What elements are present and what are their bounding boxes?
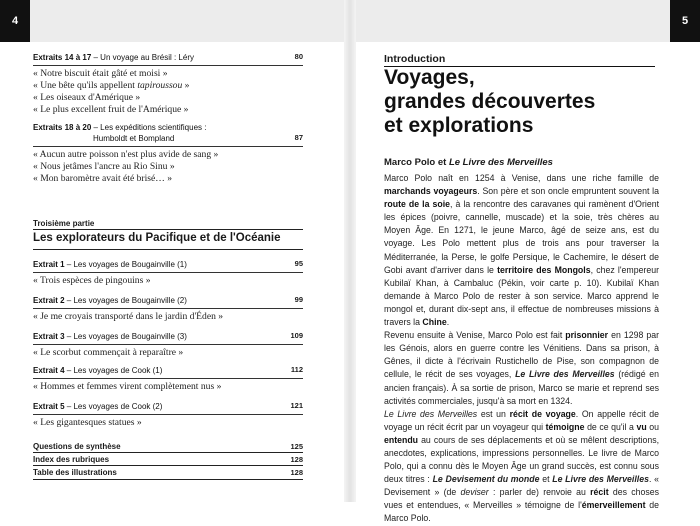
divider [33,229,303,230]
body-segment: vu [636,421,647,432]
toc-extract-3: Extrait 3 – Les voyages de Bougainville (3) 109 « Le scorbut commençait à reparaître » [33,331,303,358]
toc-title: Index des rubriques [33,455,110,464]
quote: « Le scorbut commençait à reparaître » [33,347,184,358]
body-segment: prisonnier [565,330,609,341]
body-segment: récit de voyage [509,408,576,419]
toc-page: 95 [294,259,303,268]
body-segment: au cours de ses déplacements et où se mêlent descriptions, anecdotes, explications, impressions personnelles. Le livre de Marco Polo, qui a connu dès le Moyen Âge un grand succès, est connu sous deux titres : [384,434,659,485]
body-segment: Marco Polo naît en 1254 à Venise, dans une riche famille de [384,173,659,183]
toc-label: Extrait 1 [33,260,65,269]
divider [33,308,303,309]
divider [33,249,303,250]
toc-page: 121 [290,401,303,410]
toc-page: 128 [290,455,303,464]
toc-label: Extrait 2 [33,296,65,305]
toc-entry-expeditions: Extraits 18 à 20 – Les expéditions scientifiques : Humboldt et Bompland 87 « Aucun autre poisson n'est plus avide de sang » « Nous jetâmes l'ancre au Rio Sinu » « Mon baromètre avait été brisé… » [33,123,303,184]
divider [33,465,303,466]
toc-title: Les voyages de Cook (1) [73,366,163,375]
body-segment: : parler de) renvoie au [488,487,591,498]
quote: « Hommes et femmes virent complètement nus » [33,381,222,392]
body-segment: Revenu ensuite à Venise, Marco Polo est fait [384,330,566,341]
section-label: Introduction [384,53,446,65]
quote: « Mon baromètre avait été brisé… » [33,173,173,184]
quote: « Trois espèces de pingouins » [33,275,151,286]
toc-title: Les voyages de Bougainville (1) [73,260,187,269]
divider [33,378,303,379]
divider [33,452,303,453]
divider [33,479,303,480]
toc-page: 128 [290,468,303,477]
divider [33,414,303,415]
part-title: Les explorateurs du Pacifique et de l'Océanie [33,232,281,244]
toc-extract-5: Extrait 5 – Les voyages de Cook (2) 121 « Les gigantesques statues » [33,401,303,428]
left-page-number: 4 [0,0,30,42]
quote: « Nous jetâmes l'ancre au Rio Sinu » [33,161,175,172]
body-segment: . On appelle récit de voyage un récit écrit par un voyageur qui [384,408,660,432]
toc-page: 112 [290,365,303,374]
title-line: grandes découvertes [384,90,596,113]
quote: « Je me croyais transporté dans le jardin d'Éden » [33,311,224,322]
quote: « Les gigantesques statues » [33,417,142,428]
body-segment: , à la rencontre des caravanes qui ramènent d'Orient les épices (poivre, cannelle, muscade) et la soie, très chères au Moyen Âge. En 1271, le jeune Marco, âgé de seize ans, est du voyage. Les Polo mettent plus de trois ans pour traverser la Méditerranée, la Perse, le golfe Persique, le Cachemire, le désert de Gobi avant d'arriver dans le [384,199,659,275]
body-segment: , chez l'empereur Kubilaï Khan, à Cambaluc (Pékin, voir carte p. 10). Kubilaï Khan demande à Marco Polo de rester à son service. Marco apprend le mongol et, durant dix-sept ans, il effectue de nombreuses missions à travers la [384,264,659,328]
divider [33,65,303,66]
toc-title: Questions de synthèse [33,442,121,451]
toc-end-index [33,454,303,465]
body-segment: entendu [384,434,419,445]
body-segment: . [446,317,450,328]
quote: « Une bête qu'ils appellent tapiroussou » [33,80,190,91]
quote: « Notre biscuit était gâté et moisi » [33,68,168,79]
body-segment: Le Devisement du monde [432,474,540,485]
body-segment: ou [646,421,659,432]
toc-page: 125 [290,442,303,451]
chapter-title [384,66,595,138]
part-label: Troisième partie [33,219,95,228]
divider [33,146,303,147]
body-segment: marchands voyageurs [384,186,478,197]
toc-title: Les voyages de Bougainville (3) [73,332,187,341]
body-segment: des choses vues et entendues, « Merveilles » témoigne de l' [384,487,659,511]
body-segment: . Son père et son oncle empruntent souvent la [477,186,659,197]
body-segment: Le Livre des Merveilles [552,474,649,485]
toc-end-questions [33,441,303,452]
toc-page: 87 [294,133,303,142]
title-line: et explorations [384,114,534,137]
quote: « Aucun autre poisson n'est plus avide de sang » [33,149,219,160]
toc-page: 80 [294,52,303,61]
body-segment: et [539,474,553,485]
body-text [384,172,659,526]
body-segment: en 1298 par les Génois, alors en guerre contre les Vénitiens. Dans sa prison, à Gênes, il dicte à l'écrivain Rustichello de Pise, son compagnon de cellule, le récit de ses voyages, [384,330,660,380]
quote: « Les oiseaux d'Amérique » [33,92,141,103]
body-segment: de ce qu'il a [584,421,637,432]
toc-range: Extraits 18 à 20 [33,123,92,132]
toc-range: Extraits 14 à 17 [33,53,92,62]
toc-label: Extrait 5 [33,402,65,411]
toc-entry-brazil: Extraits 14 à 17 – Un voyage au Brésil : Léry 80 « Notre biscuit était gâté et moisi » « Une bête qu'ils appellent tapiroussou » « Les oiseaux d'Amérique » « Le plus excellent fruit de l'Amérique » [33,52,303,115]
body-segment: récit [590,487,609,498]
quote: « Le plus excellent fruit de l'Amérique » [33,104,189,115]
subheading: Marco Polo et Le Livre des Merveilles [384,157,553,168]
toc-label: Extrait 4 [33,366,65,375]
body-segment: route de la soie [384,199,451,210]
toc-title: Les voyages de Bougainville (2) [73,296,187,305]
title-line: Voyages, [384,66,475,89]
toc-page: 99 [294,295,303,304]
right-page-number: 5 [670,0,700,42]
toc-extract-1: Extrait 1 – Les voyages de Bougainville (1) 95 « Trois espèces de pingouins » [33,259,303,286]
toc-extract-4: Extrait 4 – Les voyages de Cook (1) 112 « Hommes et femmes virent complètement nus » [33,365,303,392]
body-segment: émerveillement [581,500,646,511]
toc-title: Table des illustrations [33,468,117,477]
body-segment: est un [477,408,510,419]
body-segment: territoire des Mongols [497,264,591,275]
body-segment: de Marco Polo. [384,500,659,524]
body-segment: . « Devisement » (de [384,474,659,498]
toc-page: 109 [290,331,303,340]
divider [33,272,303,273]
body-segment: Le Livre des Merveilles [384,408,478,419]
toc-title-line2: Humboldt et Bompland [93,134,175,143]
body-segment: deviser [460,487,489,498]
book-spine [344,0,356,502]
body-segment: Le Livre des Merveilles [515,369,615,380]
body-segment: (rédigé en ancien français). À sa sortie de prison, Marco se marie et reprend ses activités commerciales, jusqu'à sa mort en 1324. [384,369,659,406]
body-segment: témoigne [545,421,585,432]
toc-label: Extrait 3 [33,332,65,341]
divider [33,344,303,345]
right-page-header [356,0,700,42]
toc-title: Les expéditions scientifiques : [100,123,207,132]
toc-title: Un voyage au Brésil : Léry [100,53,194,62]
body-segment: Chine [422,317,447,328]
toc-title: Les voyages de Cook (2) [73,402,163,411]
toc-extract-2: Extrait 2 – Les voyages de Bougainville (2) 99 « Je me croyais transporté dans le jardin d'Éden » [33,295,303,322]
left-page-header [0,0,344,42]
toc-end-illustrations [33,467,303,478]
